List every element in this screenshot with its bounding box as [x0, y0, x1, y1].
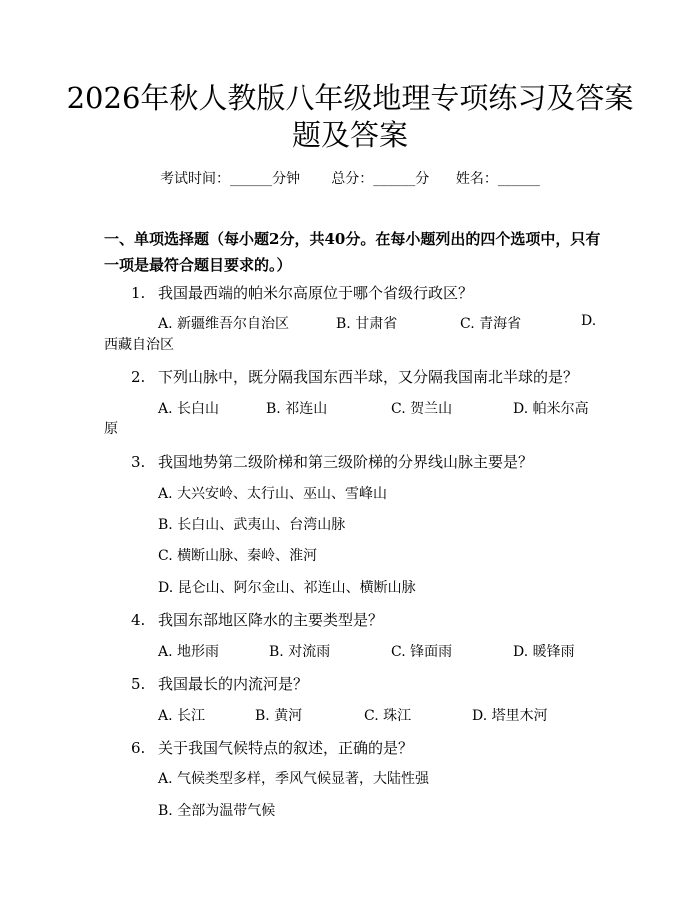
question-text: 关于我国气候特点的叙述，正确的是？: [158, 739, 414, 757]
score-blank: ______: [373, 171, 416, 187]
option-b: B. 对流雨: [269, 644, 331, 660]
question-text: 我国最长的内流河是？: [158, 675, 309, 693]
option-d: D. 暖锋雨: [513, 644, 575, 660]
option-a: A. 新疆维吾尔自治区: [158, 316, 290, 332]
question-4: [131, 609, 383, 630]
name-blank: ______: [497, 171, 540, 187]
option-d-continuation: 原: [104, 421, 118, 437]
name-label: 姓名：: [455, 171, 498, 187]
option-a: A. 地形雨: [158, 644, 220, 660]
score-label: 总分：: [331, 171, 374, 187]
question-number: 2.: [131, 368, 146, 386]
question-number: 4.: [131, 611, 146, 629]
question-text: 我国最西端的帕米尔高原位于哪个省级行政区？: [158, 284, 474, 302]
time-unit: 分钟: [272, 171, 301, 187]
option-b: B. 长白山、武夷山、台湾山脉: [158, 517, 346, 533]
document-title-line2: 题及答案: [291, 118, 408, 152]
option-d: D. 帕米尔高: [513, 401, 589, 417]
question-5: [131, 673, 308, 694]
option-c: C. 横断山脉、秦岭、淮河: [158, 548, 318, 564]
time-blank: ______: [230, 171, 273, 187]
option-c: C. 锋面雨: [391, 644, 453, 660]
option-a: A. 大兴安岭、太行山、巫山、雪峰山: [158, 486, 388, 502]
section-heading: 一、单项选择题（每小题2分，共40分。在每小题列出的四个选项中，只有一项是最符合题目要求的。）: [104, 230, 601, 274]
option-d-continuation: 西藏自治区: [104, 337, 174, 353]
option-b: B. 祁连山: [266, 401, 328, 417]
question-number: 5.: [131, 675, 146, 693]
question-1: [131, 282, 473, 303]
option-b: B. 黄河: [255, 708, 303, 724]
document-title-line1: 2026年秋人教版八年级地理专项练习及答案: [66, 81, 634, 115]
option-c: C. 贺兰山: [391, 401, 453, 417]
option-d: D.: [581, 313, 597, 329]
option-c: C. 珠江: [364, 708, 412, 724]
question-text: 我国地势第二级阶梯和第三级阶梯的分界线山脉主要是？: [158, 453, 534, 471]
option-a: A. 长江: [158, 708, 206, 724]
option-b: B. 甘肃省: [336, 316, 398, 332]
option-c: C. 青海省: [460, 316, 522, 332]
option-b: B. 全部为温带气候: [158, 803, 276, 819]
exam-info: [0, 168, 700, 188]
time-label: 考试时间：: [160, 171, 231, 187]
option-d: D. 昆仑山、阿尔金山、祁连山、横断山脉: [158, 580, 416, 596]
option-a: A. 长白山: [158, 401, 220, 417]
question-3: [131, 451, 533, 472]
score-unit: 分: [415, 171, 430, 187]
question-number: 3.: [131, 453, 146, 471]
question-text: 我国东部地区降水的主要类型是？: [158, 611, 384, 629]
option-a: A. 气候类型多样，季风气候显著，大陆性强: [158, 771, 430, 787]
question-2: [131, 366, 578, 387]
option-d: D. 塔里木河: [472, 708, 548, 724]
question-text: 下列山脉中，既分隔我国东西半球，又分隔我国南北半球的是？: [158, 368, 579, 386]
question-6: [131, 737, 413, 758]
question-number: 6.: [131, 739, 146, 757]
question-number: 1.: [131, 284, 146, 302]
